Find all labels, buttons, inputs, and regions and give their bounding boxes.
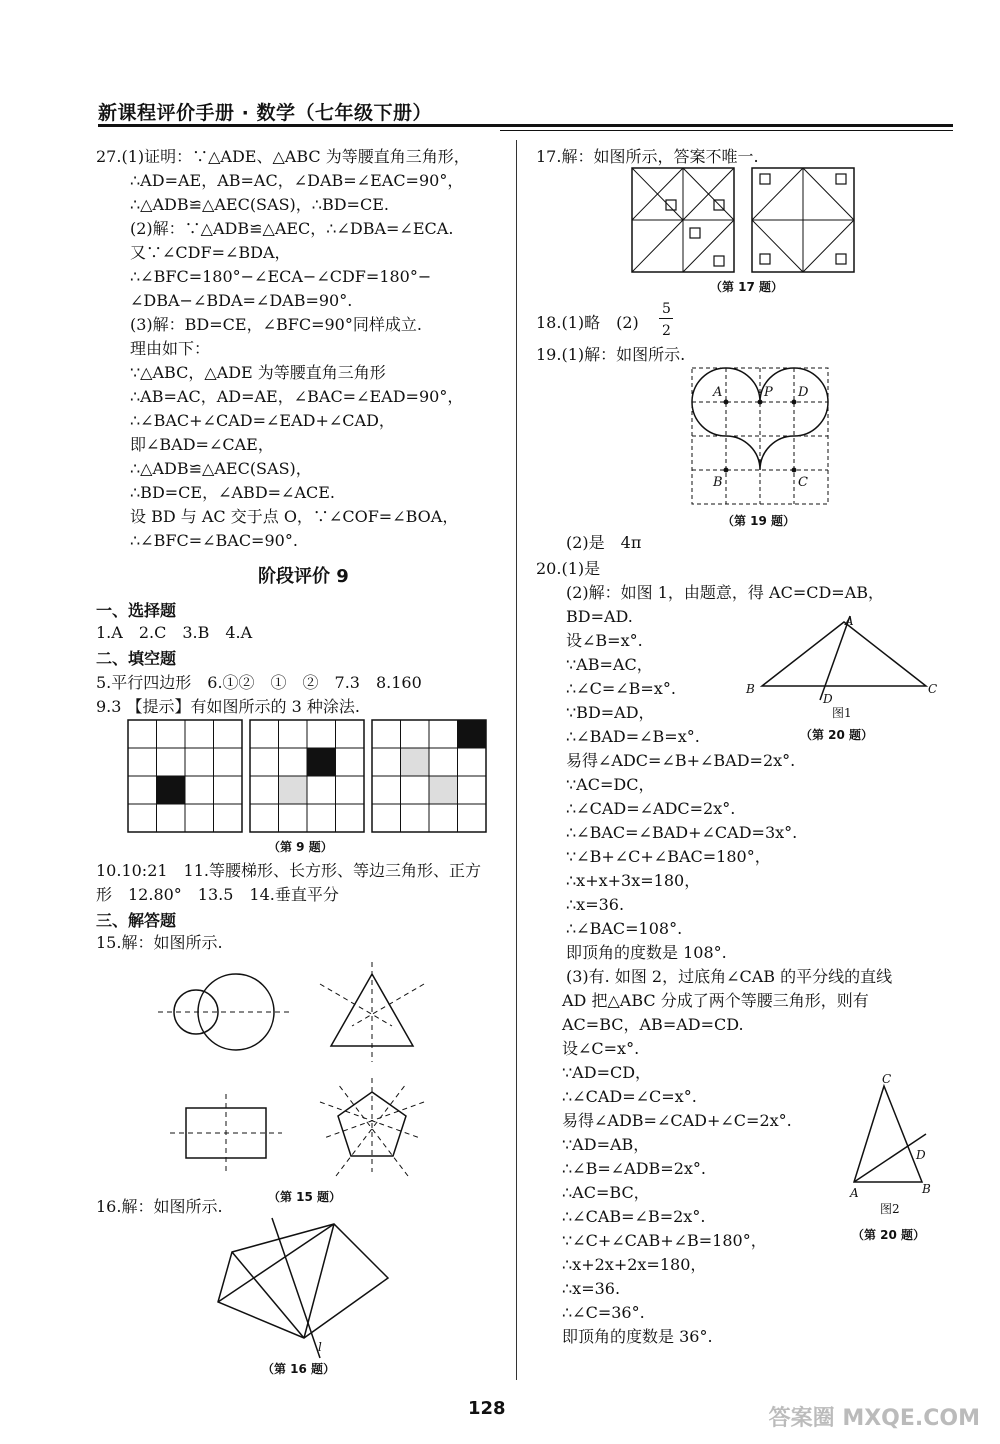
- q20-line: ∴x=36.: [562, 1279, 621, 1298]
- fill-answers: 形 12.80° 13.5 14.垂直平分: [96, 885, 339, 904]
- point-label: C: [928, 682, 938, 696]
- fig17-squares: [632, 168, 856, 274]
- q27-line: ∵△ABC，△ADE 为等腰直角三角形: [130, 363, 386, 382]
- fraction-bar: [659, 318, 673, 319]
- fig16-reflection: [212, 1218, 392, 1358]
- q20-line: ∴x=36.: [566, 895, 625, 914]
- figure-caption: （第 19 题）: [722, 514, 796, 528]
- point-label: A: [845, 614, 854, 628]
- choice-answers: 1.A 2.C 3.B 4.A: [96, 623, 253, 642]
- figure-name: 图1: [832, 706, 852, 720]
- q27-line: ∴AD=AE，AB=AC，∠DAB=∠EAC=90°，: [130, 171, 464, 190]
- q27-line: 即∠BAD=∠CAE，: [130, 435, 274, 454]
- q27-line: ∴△ADB≌△AEC(SAS)，∴BD=CE.: [130, 195, 389, 214]
- q20-line: ∴∠CAD=∠C=x°.: [562, 1087, 697, 1106]
- fraction-numerator: 5: [662, 301, 671, 317]
- q27-line: ∴∠BFC=∠BAC=90°.: [130, 531, 298, 550]
- q20-line: 20.(1)是: [536, 559, 601, 578]
- point-label: C: [798, 475, 808, 490]
- q20-line: 易得∠ADC=∠B+∠BAD=2x°.: [566, 751, 796, 770]
- q19b-text: (2)是 4π: [566, 533, 642, 552]
- q20-line: ∴∠C=36°.: [562, 1303, 645, 1322]
- q18-text: 18.(1)略 (2): [536, 313, 639, 332]
- q27-line: 设 BD 与 AC 交于点 O，∵∠COF=∠BOA，: [130, 507, 459, 526]
- running-header: 新课程评价手册 · 数学（七年级下册）: [98, 102, 432, 124]
- q20-line: ∴x+x+3x=180，: [566, 871, 701, 890]
- q20-line: ∵∠C+∠CAB+∠B=180°，: [562, 1231, 767, 1250]
- q27-line: ∴∠BAC+∠CAD=∠EAD+∠CAD，: [130, 411, 395, 430]
- q19-text: 19.(1)解：如图所示.: [536, 345, 686, 364]
- q20-line: (2)解：如图 1，由题意，得 AC=CD=AB，: [566, 583, 885, 602]
- point-label: A: [713, 385, 723, 400]
- section-heading: 三、解答题: [96, 911, 177, 930]
- q20-line: AC=BC，AB=AD=CD.: [562, 1015, 744, 1034]
- q20-line: ∵∠B+∠C+∠BAC=180°，: [566, 847, 771, 866]
- q27-line: 理由如下：: [130, 339, 211, 358]
- q20-line: ∴∠B=∠ADB=2x°.: [562, 1159, 706, 1178]
- q16-text: 16.解：如图所示.: [96, 1197, 223, 1216]
- q20-line: AD 把△ABC 分成了两个等腰三角形，则有: [562, 991, 869, 1010]
- q27-line: ∠DBA−∠BDA=∠DAB=90°.: [130, 291, 353, 310]
- q20-line: 即顶角的度数是 108°.: [566, 943, 727, 962]
- q15-text: 15.解：如图所示.: [96, 933, 223, 952]
- fill-answers: 10.10:21 11.等腰梯形、长方形、等边三角形、正方: [96, 861, 482, 880]
- q20-line: ∴∠CAB=∠B=2x°.: [562, 1207, 706, 1226]
- figure-caption: （第 20 题）: [800, 728, 874, 742]
- q20-line: ∴∠BAC=108°.: [566, 919, 683, 938]
- q27-line: 又∵∠CDF=∠BDA，: [130, 243, 291, 262]
- page-number: 128: [468, 1398, 506, 1419]
- figure-name: 图2: [880, 1202, 900, 1216]
- fill-answers: 5.平行四边形 6.①② ① ② 7.3 8.160: [96, 673, 422, 692]
- figure-caption: （第 9 题）: [268, 840, 333, 854]
- fraction-denominator: 2: [662, 323, 671, 339]
- figure-caption: （第 17 题）: [710, 280, 784, 294]
- q20-line: ∴x+2x+2x=180，: [562, 1255, 707, 1274]
- column-divider: [516, 140, 517, 1380]
- q20-line: 设∠C=x°.: [562, 1039, 640, 1058]
- q20-line: ∵AC=DC，: [566, 775, 655, 794]
- point-label: B: [713, 475, 723, 490]
- q20-line: ∵AD=AB，: [562, 1135, 650, 1154]
- q20-line: ∴∠BAD=∠B=x°.: [566, 727, 700, 746]
- fill-answers: 9.3 【提示】有如图所示的 3 种涂法.: [96, 697, 360, 716]
- point-label: C: [882, 1072, 892, 1086]
- section-heading: 一、选择题: [96, 601, 177, 620]
- point-label: D: [798, 385, 809, 400]
- q27-line: ∴AB=AC，AD=AE，∠BAC=∠EAD=90°，: [130, 387, 464, 406]
- figure-caption: （第 20 题）: [852, 1228, 926, 1242]
- q20-line: ∴∠BAC=∠BAD+∠CAD=3x°.: [566, 823, 798, 842]
- header-rule: [98, 124, 953, 127]
- q20-line: 即顶角的度数是 36°.: [562, 1327, 713, 1346]
- q20-line: ∵AD=CD，: [562, 1063, 652, 1082]
- fig15-symmetry-figures: [150, 966, 450, 1186]
- q27-line: ∴△ADB≌△AEC(SAS)，: [130, 459, 312, 478]
- figure-caption: （第 15 题）: [268, 1190, 342, 1204]
- line-label-l: l: [318, 1340, 322, 1354]
- q20-line: ∵BD=AD，: [566, 703, 655, 722]
- header-rule-thin: [500, 130, 953, 131]
- q20-line: ∴∠C=∠B=x°.: [566, 679, 676, 698]
- q20-line: BD=AD.: [566, 607, 633, 626]
- q20-line: 易得∠ADB=∠CAD+∠C=2x°.: [562, 1111, 792, 1130]
- q27-line: 27.(1)证明：∵△ADE、△ABC 为等腰直角三角形，: [96, 147, 470, 166]
- point-label: B: [746, 682, 755, 696]
- point-label: A: [850, 1186, 859, 1200]
- section-heading: 二、填空题: [96, 649, 177, 668]
- point-label: B: [922, 1182, 931, 1196]
- fig9-grids: [128, 720, 490, 832]
- watermark: 答案圈 MXQE.COM: [768, 1406, 980, 1431]
- point-label: D: [916, 1148, 926, 1162]
- point-label: P: [764, 385, 773, 400]
- q27-line: (2)解：∵△ADB≌△AEC，∴∠DBA=∠ECA.: [130, 219, 454, 238]
- figure-caption: （第 16 题）: [262, 1362, 336, 1376]
- q27-line: ∴BD=CE，∠ABD=∠ACE.: [130, 483, 336, 502]
- q27-line: ∴∠BFC=180°−∠ECA−∠CDF=180°−: [130, 267, 432, 286]
- q27-line: (3)解：BD=CE，∠BFC=90°同样成立.: [130, 315, 422, 334]
- q20-line: ∴AC=BC，: [562, 1183, 650, 1202]
- q20-line: 设∠B=x°.: [566, 631, 643, 650]
- q17-text: 17.解：如图所示，答案不唯一.: [536, 147, 759, 166]
- point-label: D: [823, 692, 833, 706]
- q20-line: ∴∠CAD=∠ADC=2x°.: [566, 799, 736, 818]
- fig20-2-triangle: [848, 1082, 930, 1190]
- q20-line: ∵AB=AC，: [566, 655, 653, 674]
- section-title: 阶段评价 9: [258, 566, 349, 587]
- q20-line: (3)有. 如图 2，过底角∠CAB 的平分线的直线: [566, 967, 893, 986]
